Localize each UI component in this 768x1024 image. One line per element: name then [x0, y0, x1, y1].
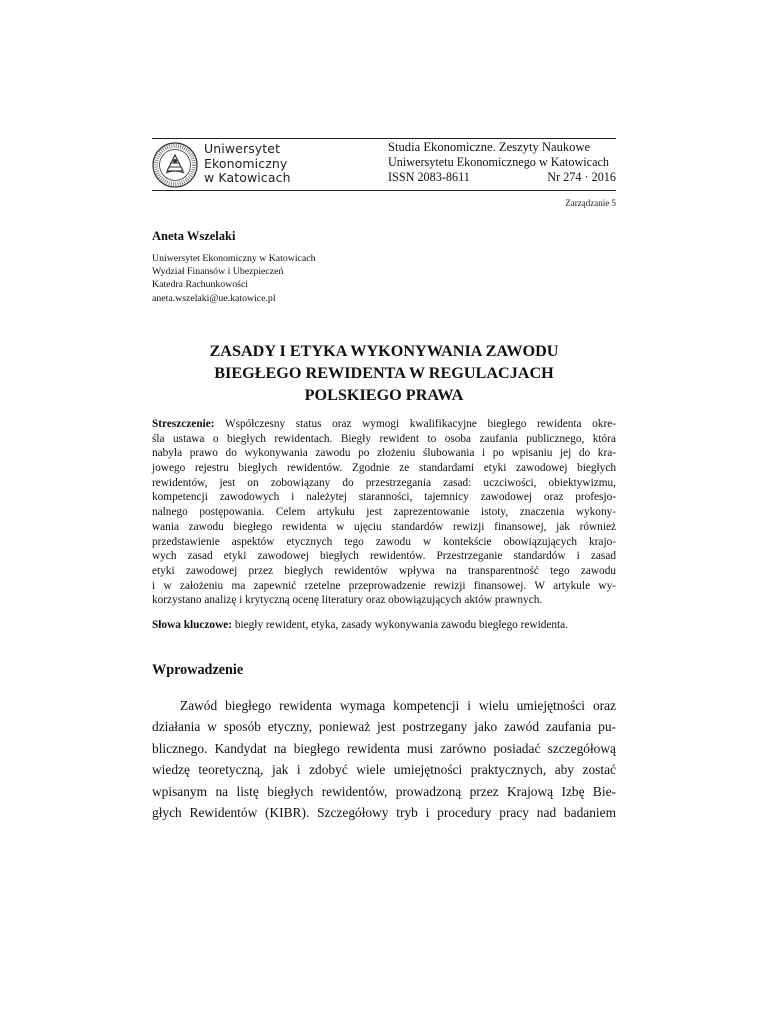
affiliation-line: Wydział Finansów i Ubezpieczeń — [152, 266, 284, 278]
abstract-line: korzystano analizę i krytyczną ocenę literatury oraz obowiązujących aktów prawnych. — [152, 594, 543, 607]
abstract-line — [152, 417, 616, 432]
header-bottom-rule — [152, 190, 616, 191]
abstract-line: etyki zawodowej przez biegłych rewidentów wpływa na transparentność tego zawodu — [152, 564, 616, 577]
university-seal-icon — [152, 142, 198, 188]
abstract-text: Współczesny status oraz wymogi kwalifikacyjne biegłego rewidenta okre- — [224, 418, 616, 430]
abstract-line: wych zasad etyki zawodowej biegłych rewidentów. Przestrzeganie standardów i zasad — [152, 550, 616, 563]
abstract-line: nabyła prawo do wykonywania zawodu po złożeniu ślubowania i po wpisaniu jej do kra- — [152, 447, 616, 460]
body-line: wpisanym na listę biegłych rewidentów, prowadzoną przez Krajową Izbę Bie- — [152, 783, 616, 799]
author-email: aneta.wszelaki@ue.katowice.pl — [152, 292, 276, 304]
abstract-line: śla ustawa o biegłych rewidentach. Biegły rewident to osoba zaufania publicznego, która — [152, 432, 616, 445]
abstract — [152, 417, 616, 608]
section-heading-introduction: Wprowadzenie — [152, 662, 244, 678]
author-name: Aneta Wszelaki — [152, 229, 236, 243]
journal-number: Nr 274 · 2016 — [547, 170, 616, 184]
title-line: BIEGŁEGO REWIDENTA W REGULACJACH — [214, 364, 554, 382]
body-line: głych Rewidentów (KIBR). Szczegółowy tryb i procedury pracy nad badaniem — [152, 804, 616, 820]
abstract-line: jowego rejestru biegłych rewidentów. Zgodnie ze standardami etyki zawodowej biegłych — [152, 462, 616, 475]
keywords — [152, 618, 616, 633]
title-line: POLSKIEGO PRAWA — [304, 386, 464, 404]
body-line: wiedzę teoretyczną, jak i zdobyć wiele umiejętności praktycznych, aby zostać — [152, 762, 616, 778]
title-line: ZASADY I ETYKA WYKONYWANIA ZAWODU — [209, 342, 559, 360]
university-name-line: w Katowicach — [204, 170, 291, 185]
journal-issue-line — [388, 170, 616, 185]
abstract-label: Streszczenie: — [152, 418, 215, 430]
abstract-line: wania zawodu biegłego rewidenta w ujęciu standardów rewizji finansowej, jak również — [152, 520, 616, 533]
body-line: Zawód biegłego rewidenta wymaga kompetencji i wielu umiejętności oraz — [180, 698, 616, 713]
keywords-text: biegły rewident, etyka, zasady wykonywania zawodu biegłego rewidenta. — [232, 619, 568, 631]
journal-info — [388, 140, 616, 185]
body-line: blicznego. Kandydat na biegłego rewidenta musi zarówno posiadać szczegółową — [152, 740, 616, 756]
abstract-line: przedstawienie aspektów etycznych tego zawodu w kontekście obowiązujących krajo- — [152, 535, 616, 548]
abstract-line: kompetencji zawodowych i należytej staranności, tajemnicy zawodowej oraz profesjo- — [152, 491, 616, 504]
journal-publisher: Uniwersytetu Ekonomicznego w Katowicach — [388, 155, 609, 169]
university-name-line: Uniwersytet — [204, 141, 281, 156]
keywords-label: Słowa kluczowe: — [152, 619, 233, 631]
header-top-rule — [152, 138, 616, 139]
abstract-line: nalnego postępowania. Celem artykułu jest zaprezentowanie istoty, znaczenia wykony- — [152, 506, 616, 519]
affiliation-line: Uniwersytet Ekonomiczny w Katowicach — [152, 253, 316, 264]
journal-issn: ISSN 2083-8611 — [388, 170, 470, 184]
affiliation-line: Katedra Rachunkowości — [152, 279, 249, 291]
university-name — [204, 142, 291, 186]
author-affiliation — [152, 252, 316, 305]
abstract-line: i w założeniu ma zapewnić rzetelne przeprowadzenie rewizji finansowej. W artykule wy- — [152, 579, 616, 592]
section-tag: Zarządzanie 5 — [565, 198, 616, 208]
university-name-line: Ekonomiczny — [204, 155, 288, 171]
journal-title: Studia Ekonomiczne. Zeszyty Naukowe — [388, 140, 591, 154]
body-line: działania w sposób etyczny, ponieważ jest postrzegany jako zawód zaufania pu- — [152, 719, 616, 735]
paper-title — [152, 340, 616, 406]
abstract-line: rewidentów, jest on zobowiązany do przestrzegania zasad: uczciwości, obiektywizmu, — [152, 476, 616, 489]
introduction-body — [152, 695, 616, 823]
